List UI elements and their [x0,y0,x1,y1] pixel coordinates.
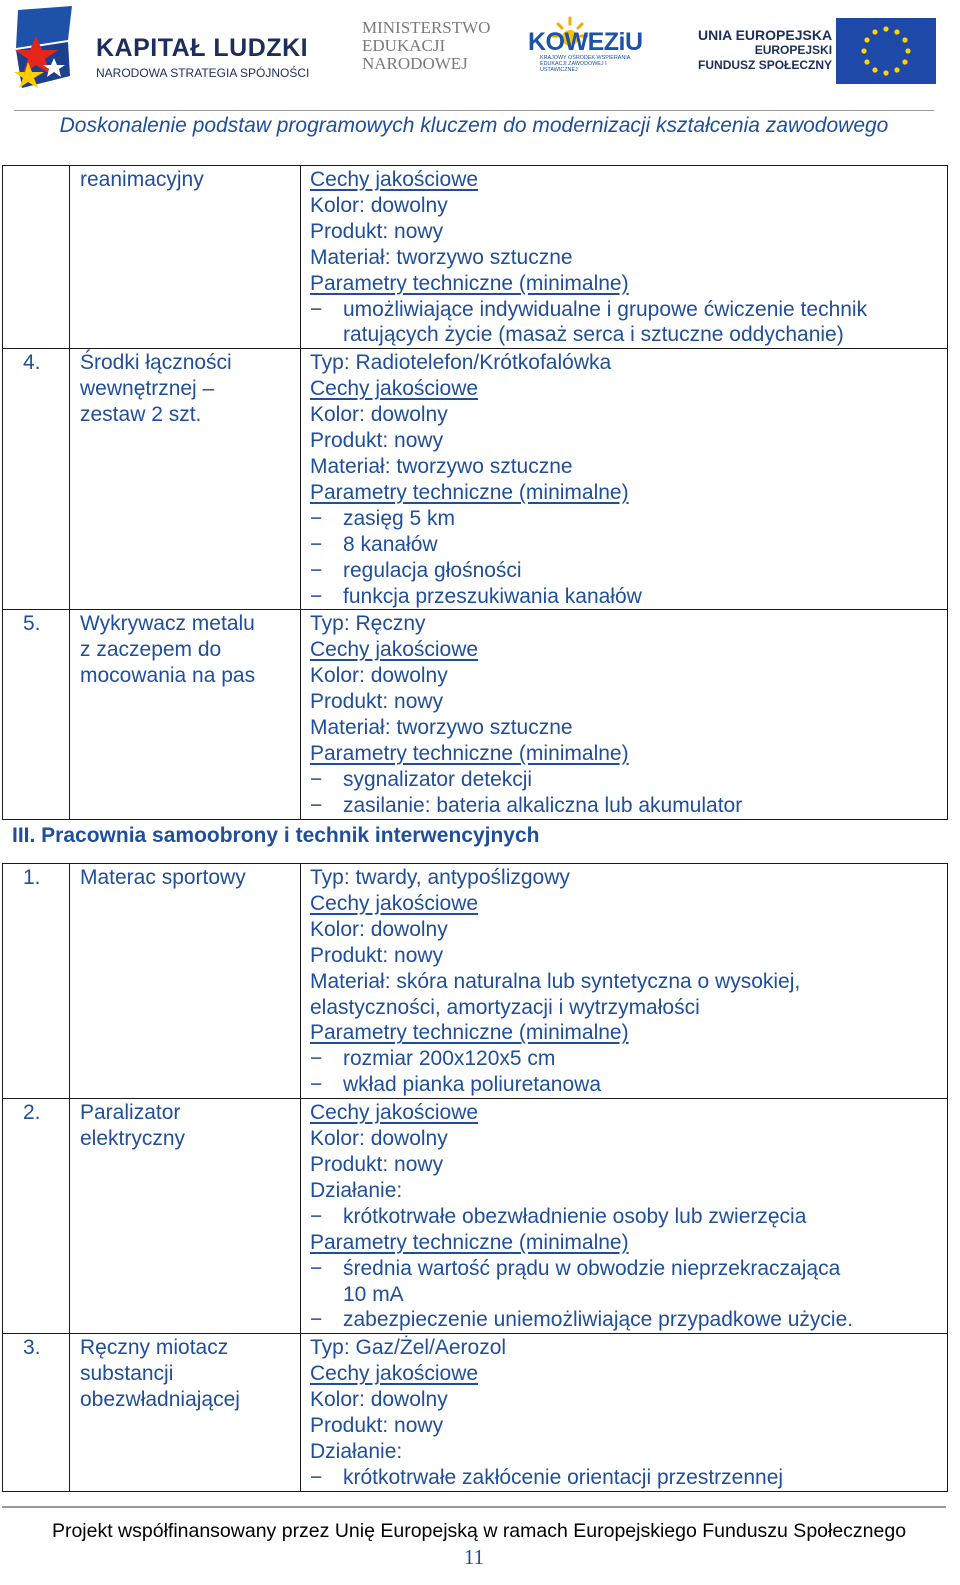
item-name [70,1334,301,1491]
item-name-line: zestaw 2 szt. [80,403,202,427]
eu-flag-icon [836,18,936,84]
item-spec [301,349,948,610]
item-spec [301,166,948,349]
spec-list-item [310,584,947,610]
spec-kolor: Kolor: dowolny [310,1388,448,1412]
spec-list-line: krótkotrwałe obezwładnienie osoby lub zwierzęcia [343,1204,807,1228]
item-name-line: Środki łączności [80,351,232,375]
dash-bullet: − [310,506,323,530]
item-name-line: mocowania na pas [80,664,256,688]
table-row [3,1334,948,1491]
spec-cechy-heading: Cechy jakościowe [310,1362,479,1386]
spec-kolor: Kolor: dowolny [310,664,448,688]
dash-bullet: − [310,767,323,791]
item-name-line: reanimacyjny [80,168,204,191]
ministerstwo-line: EDUKACJI [362,36,446,55]
spec-list-item [310,297,947,349]
table-row [3,166,948,349]
header-divider [14,110,934,111]
spec-list-item [310,1307,947,1333]
spec-list-item [310,1072,947,1098]
spec-produkt: Produkt: nowy [310,690,444,714]
spec-typ: Typ: Radiotelefon/Krótkofalówka [310,351,612,375]
spec-material: Materiał: tworzywo sztuczne [310,716,573,740]
dash-bullet: − [310,1308,323,1332]
document-header-title: Doskonalenie podstaw programowych kluczem do modernizacji kształcenia zawodowego [59,114,889,137]
spec-list-line: rozmiar 200x120x5 cm [343,1047,556,1071]
item-name-line: elektryczny [80,1127,186,1151]
row-number [3,166,70,349]
dash-bullet: − [310,1465,323,1489]
table-row [3,349,948,610]
spec-cechy-heading: Cechy jakościowe [310,1101,479,1125]
section-heading: III. Pracownia samoobrony i technik interwencyjnych [12,824,540,847]
spec-parametry-heading: Parametry techniczne (minimalne) [310,1230,629,1254]
item-name-line: z zaczepem do [80,638,222,662]
equipment-table-2 [2,863,948,1492]
table-row [3,864,948,1099]
item-name-line: Paralizator [80,1101,181,1125]
ministerstwo-line: NARODOWEJ [362,54,468,73]
item-name-line: Materac sportowy [80,866,246,889]
row-number: 5. [3,610,70,819]
spec-list-item [310,1256,947,1308]
spec-parametry-heading: Parametry techniczne (minimalne) [310,271,629,295]
item-spec [301,610,948,819]
item-name-line: obezwładniającej [80,1388,240,1412]
row-number: 3. [3,1334,70,1491]
spec-produkt: Produkt: nowy [310,1414,444,1438]
dash-bullet: − [310,532,323,556]
spec-list-line: zasięg 5 km [343,506,456,530]
spec-list-item [310,532,947,558]
spec-list-line: funkcja przeszukiwania kanałów [343,584,642,608]
equipment-table-1 [2,165,948,820]
spec-material: Materiał: tworzywo sztuczne [310,245,573,269]
spec-material: elastyczności, amortyzacji i wytrzymałości [310,995,700,1019]
item-spec [301,1099,948,1334]
item-name-line: Ręczny miotacz [80,1336,229,1360]
kapital-ludzki-title: KAPITAŁ LUDZKI [96,34,309,62]
spec-list-item [310,506,947,532]
kowezu-wordmark: KOWEZiU [528,28,643,56]
table-row [3,610,948,819]
spec-list-line: regulacja głośności [343,558,522,582]
spec-list-line: krótkotrwałe zakłócenie orientacji przestrzennej [343,1465,784,1489]
table-row [3,1099,948,1334]
spec-list-line: 10 mA [343,1282,404,1306]
spec-parametry-heading: Parametry techniczne (minimalne) [310,480,629,504]
eu-line-1: UNIA EUROPEJSKA [698,27,833,43]
kapital-ludzki-subtitle: NARODOWA STRATEGIA SPÓJNOŚCI [96,66,310,80]
row-number: 4. [3,349,70,610]
item-spec [301,864,948,1099]
item-name-line: substancji [80,1362,174,1386]
item-name [70,349,301,610]
dash-bullet: − [310,1073,323,1097]
spec-list-line: zabezpieczenie uniemożliwiające przypadkowe użycie. [343,1308,854,1332]
row-number: 1. [3,864,70,1099]
spec-list-item [310,1465,947,1491]
item-name-line: wewnętrznej – [80,377,215,401]
dash-bullet: − [310,558,323,582]
ministerstwo-logo [362,19,490,73]
item-name [70,610,301,819]
dash-bullet: − [310,297,323,321]
spec-list-line: zasilanie: bateria alkaliczna lub akumulator [343,793,743,817]
kapital-ludzki-star-logo [14,6,76,100]
kowezu-logo [524,16,646,82]
spec-kolor: Kolor: dowolny [310,917,448,941]
spec-cechy-heading: Cechy jakościowe [310,891,479,915]
kapital-ludzki-logo-text [96,34,309,80]
page-number: 11 [463,1545,485,1569]
spec-list-item [310,1204,947,1230]
spec-kolor: Kolor: dowolny [310,193,448,217]
spec-typ: Typ: Ręczny [310,612,426,636]
footer-divider [2,1506,946,1508]
spec-kolor: Kolor: dowolny [310,1127,448,1151]
dash-bullet: − [310,584,323,608]
dash-bullet: − [310,1204,323,1228]
kowezu-subtitle: KRAJOWY OŚRODEK WSPIERANIA EDUKACJI ZAWODOWEJ I USTAWICZNEJ [540,55,631,73]
spec-produkt: Produkt: nowy [310,1152,444,1176]
dash-bullet: − [310,1256,323,1280]
spec-list-line: ratujących życie (masaż serca i sztuczne oddychanie) [343,323,844,347]
item-name [70,864,301,1099]
row-number: 2. [3,1099,70,1334]
spec-kolor: Kolor: dowolny [310,403,448,427]
spec-cechy-heading: Cechy jakościowe [310,168,479,191]
spec-cechy-heading: Cechy jakościowe [310,377,479,401]
spec-typ: Typ: Gaz/Żel/Aerozol [310,1336,507,1360]
spec-material: Materiał: skóra naturalna lub syntetyczna o wysokiej, [310,969,801,993]
spec-parametry-heading: Parametry techniczne (minimalne) [310,1021,629,1045]
spec-list-item [310,767,947,793]
spec-list-item [310,558,947,584]
spec-list-line: sygnalizator detekcji [343,767,533,791]
item-spec [301,1334,948,1491]
item-name [70,1099,301,1334]
header-logos [0,0,960,108]
spec-material: Materiał: tworzywo sztuczne [310,454,573,478]
spec-dzialanie: Działanie: [310,1439,403,1463]
spec-list-line: średnia wartość prądu w obwodzie nieprzekraczająca [343,1256,841,1280]
dash-bullet: − [310,793,323,817]
spec-produkt: Produkt: nowy [310,219,444,243]
dash-bullet: − [310,1047,323,1071]
spec-produkt: Produkt: nowy [310,943,444,967]
item-name [70,166,301,349]
eu-line-2: EUROPEJSKI [754,43,833,57]
footer-text: Projekt współfinansowany przez Unię Europejską w ramach Europejskiego Funduszu Społecznego [51,1520,907,1542]
eu-logo-text [698,27,832,73]
spec-cechy-heading: Cechy jakościowe [310,638,479,662]
spec-dzialanie: Działanie: [310,1178,403,1202]
eu-line-3: FUNDUSZ SPOŁECZNY [698,58,833,72]
spec-list-item [310,1046,947,1072]
ministerstwo-line: MINISTERSTWO [362,18,491,37]
spec-typ: Typ: twardy, antypoślizgowy [310,866,570,889]
spec-produkt: Produkt: nowy [310,429,444,453]
spec-list-line: umożliwiające indywidualne i grupowe ćwiczenie technik [343,297,868,321]
spec-list-line: wkład pianka poliuretanowa [343,1073,601,1097]
item-name-line: Wykrywacz metalu [80,612,255,636]
spec-list-item [310,793,947,819]
spec-parametry-heading: Parametry techniczne (minimalne) [310,741,629,765]
spec-list-line: 8 kanałów [343,532,438,556]
